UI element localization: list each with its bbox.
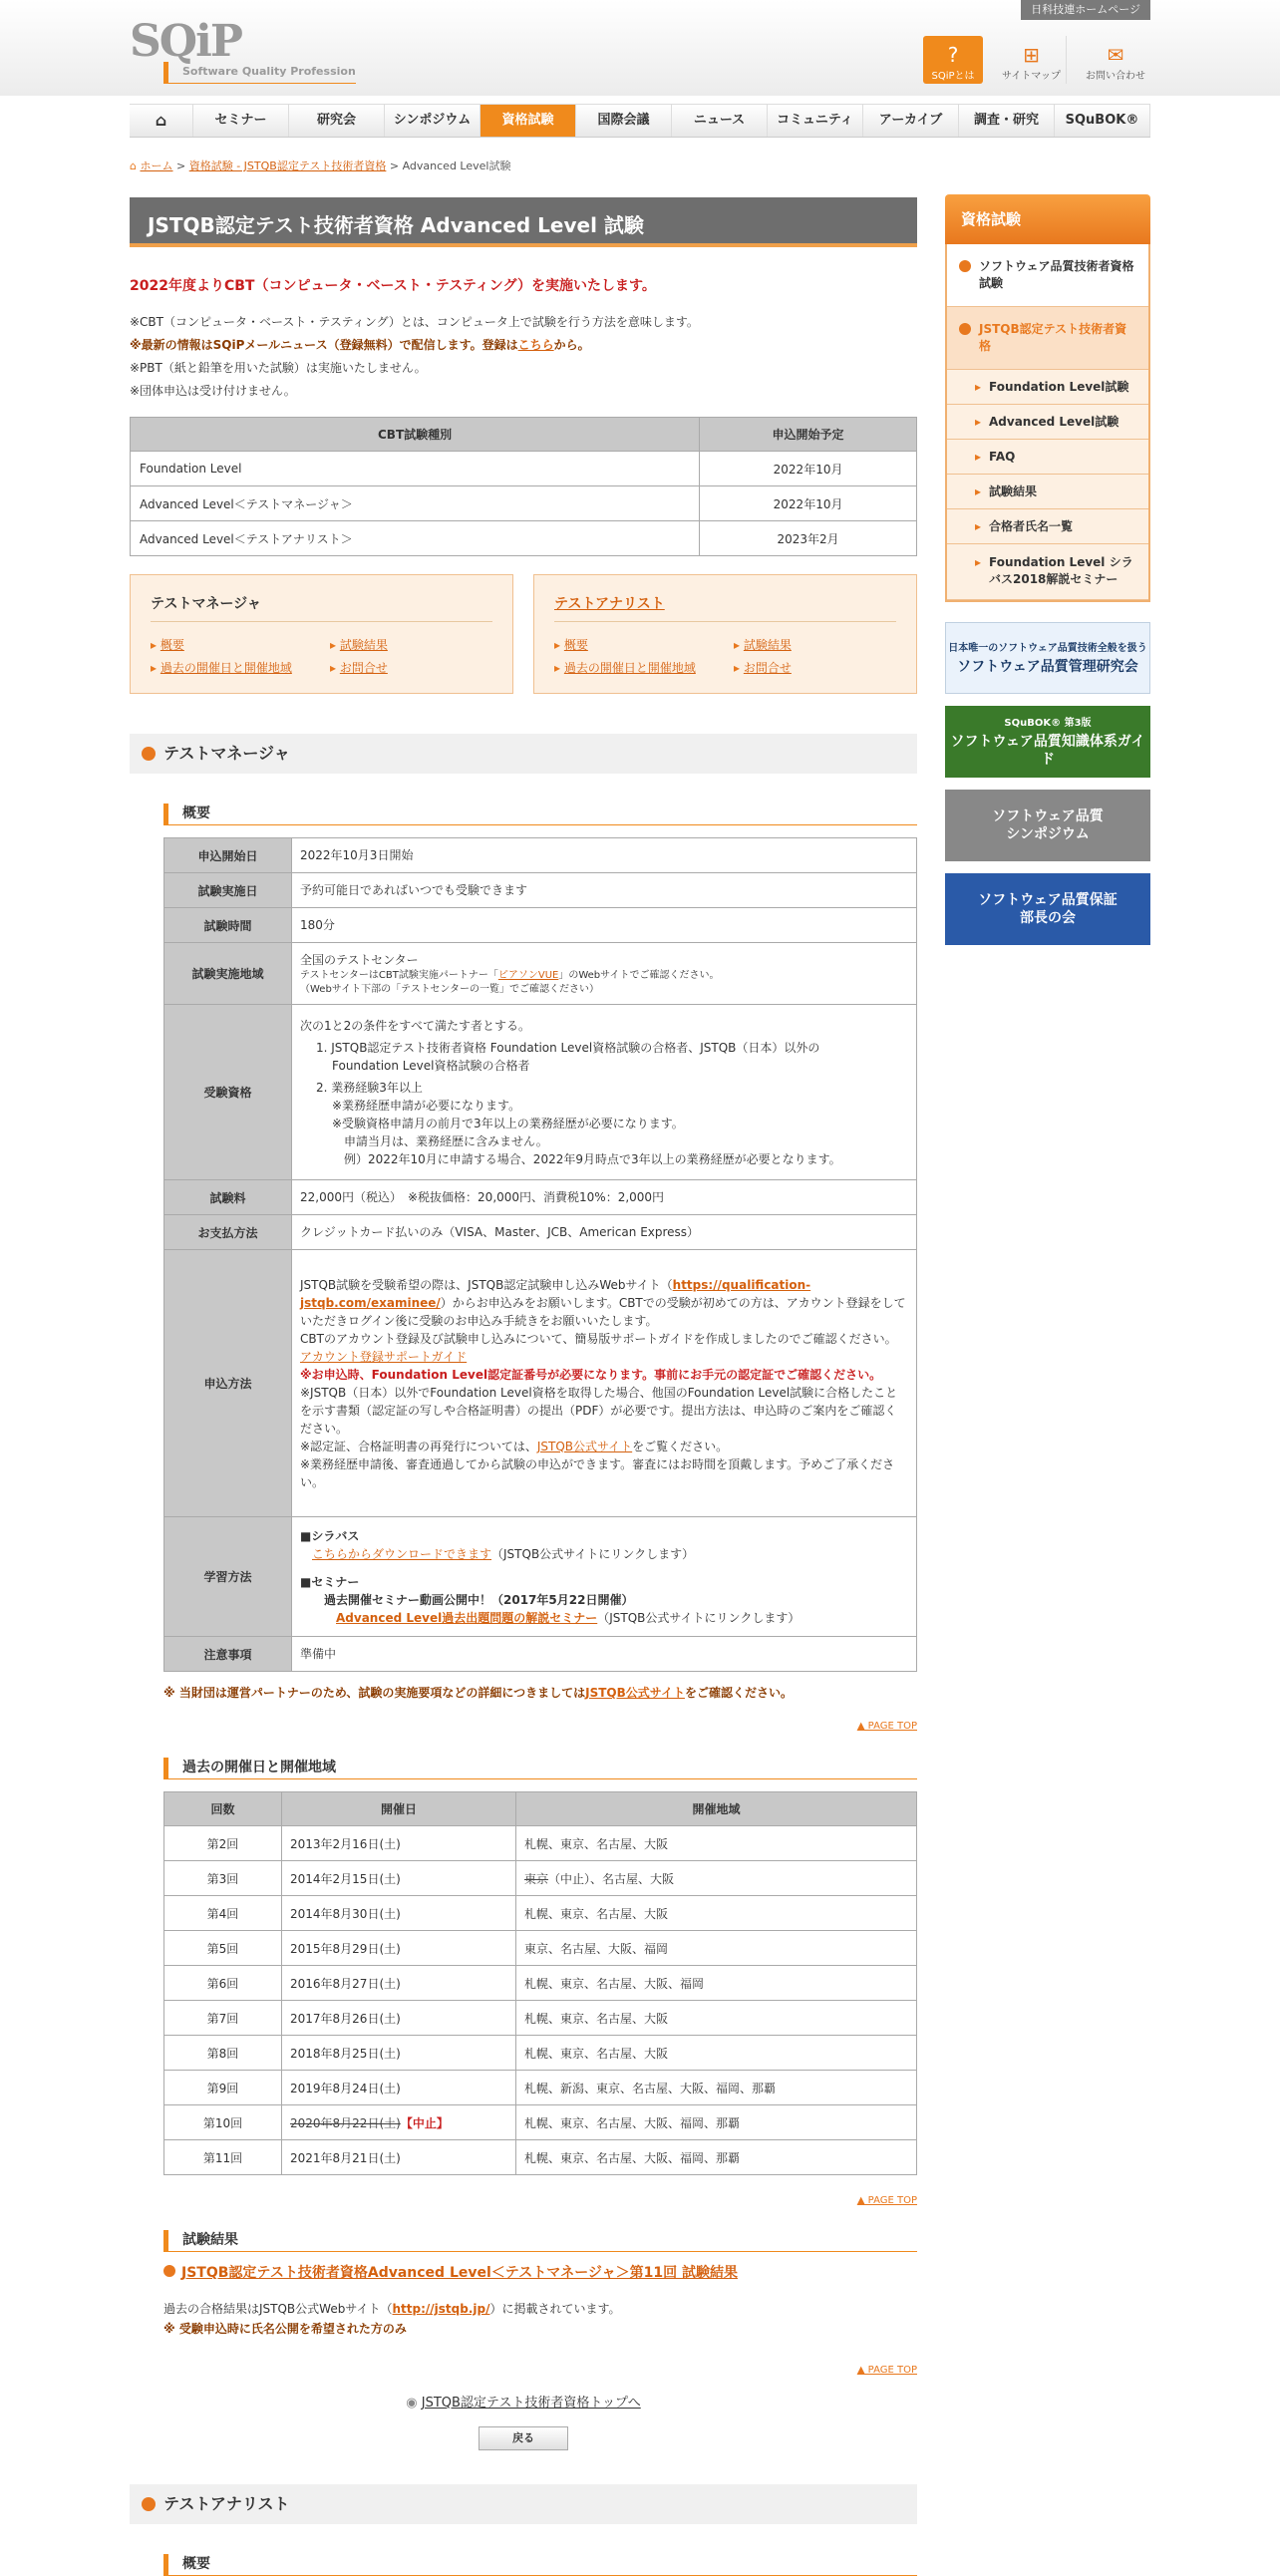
jstqb-exam-site-link[interactable]: https://qualification-jstqb.com/examinee/ — [300, 1277, 811, 1310]
table-row: 第2回 2013年2月16日(土) 札幌、東京、名古屋、大阪 — [164, 1826, 917, 1861]
box-test-analyst — [533, 574, 917, 694]
seminar-video-link[interactable]: Advanced Level過去出題問題の解説セミナー — [336, 1610, 598, 1625]
tm-results-link[interactable]: 試験結果 — [339, 638, 388, 652]
circle-arrow-icon: ◉ — [406, 2396, 422, 2411]
sidebar-heading: 資格試験 — [945, 194, 1150, 244]
section-test-manager: テストマネージャ — [130, 734, 917, 774]
table-row: 第11回 2021年8月21日(土) 札幌、東京、名古屋、大阪、福岡、那覇 — [164, 2140, 917, 2175]
banner-qa-managers[interactable]: ソフトウェア品質保証 部長の会 — [945, 873, 1150, 945]
nav-home[interactable] — [130, 105, 193, 137]
question-icon: ? — [947, 43, 959, 67]
nav-study-group[interactable]: 研究会 — [289, 105, 385, 137]
past-heading: 過去の開催日と開催地域 — [163, 1758, 917, 1779]
jstqb-jp-link[interactable]: http://jstqb.jp/ — [392, 2302, 490, 2316]
nav-community[interactable]: コミュニティ — [768, 105, 863, 137]
notes: ※CBT（コンピュータ・ベースト・テスティング）とは、コンピュータ上で試験を行う方法を意味します。 ※最新の情報はSQiPメールニュース（登録無料）で配信します。登録はこちらから。 ※PBT（紙と鉛筆を用いた試験）は実施いたしません。 ※団体申込は受け付けません。 — [130, 315, 699, 398]
nav-squbok[interactable]: SQuBOK® — [1055, 105, 1150, 137]
banner-sqip-research[interactable]: 日本唯一のソフトウェア品質技術全般を扱う ソフトウェア品質管理研究会 — [945, 622, 1150, 694]
ta-past-link[interactable]: 過去の開催日と開催地域 — [563, 661, 696, 675]
jstqb-official-link[interactable]: JSTQB公式サイト — [536, 1439, 633, 1453]
table-row: 第5回 2015年8月29日(土) 東京、名古屋、大阪、福岡 — [164, 1931, 917, 1966]
breadcrumb-home[interactable]: ホーム — [140, 160, 173, 172]
sidebar-item-results[interactable]: ▸ 試験結果 — [947, 475, 1148, 509]
banner-symposium[interactable]: ソフトウェア品質 シンポジウム — [945, 790, 1150, 861]
section-test-analyst: テストアナリスト — [130, 2484, 917, 2524]
jstqb-top-link[interactable]: JSTQB認定テスト技術者資格トップへ — [421, 2396, 641, 2411]
nav-symposium[interactable]: シンポジウム — [385, 105, 480, 137]
past-table: 回数 開催日 開催地域 第2回 2013年2月16日(土) 札幌、東京、名古屋、大阪 第3回 2014年2月15日(土) 東京（中止）、名古屋、大阪 第4回 2014年8月30日(土) 札幌、東京、名古屋、大阪 第5回 2015年8月29日(土) 東京、名古屋、大阪、福岡 第6回 2016年8月27日(土) 札幌、東京、名古屋、大阪、福岡 第7回 2017年8月26日(土) 札幌、東京、名古屋、大阪 第8回 2018年8月25日(土) 札幌、東京、名古屋、大阪 第9回 2019年8月24日(土) 札幌、新潟、東京、名古屋、大阪、福岡、那覇 第10回 2020年8月22日(土)【中止】 札幌、東京、名古屋、大阪、福岡、那覇 第11回 2021年8月21日(土) 札幌、東京、名古屋、大阪、福岡、那覇 — [163, 1791, 917, 2175]
nikka-home-link[interactable]: 日科技連ホームページ — [1021, 0, 1150, 20]
syllabus-download-link[interactable]: こちらからダウンロードできます — [312, 1546, 492, 1561]
nav-certification[interactable]: 資格試験 — [480, 105, 576, 137]
table-row: 第3回 2014年2月15日(土) 東京（中止）、名古屋、大阪 — [164, 1861, 917, 1896]
nav-research[interactable]: 調査・研究 — [959, 105, 1055, 137]
home-icon: ⌂ — [130, 160, 141, 172]
support-guide-link[interactable]: アカウント登録サポートガイド — [300, 1349, 468, 1364]
ta-overview-link[interactable]: 概要 — [563, 638, 588, 652]
global-nav — [130, 104, 1150, 138]
footnote-jstqb-link[interactable]: JSTQB公式サイト — [585, 1686, 685, 1700]
about-sqip-button[interactable]: ? SQiPとは — [923, 36, 983, 84]
sidebar-item-foundation[interactable]: ▸ Foundation Level試験 — [947, 370, 1148, 405]
tm-past-link[interactable]: 過去の開催日と開催地域 — [160, 661, 292, 675]
cbt-table: CBT試験種別 申込開始予定 Foundation Level 2022年10月 Advanced Level＜テストマネージャ＞ 2022年10月 Advanced Level＜テストアナリスト＞ 2023年2月 — [130, 417, 917, 556]
sidebar-item-passers[interactable]: ▸ 合格者氏名一覧 — [947, 509, 1148, 544]
tm-contact-link[interactable]: お問合せ — [339, 661, 388, 675]
home-icon: ⌂ — [155, 111, 167, 130]
nav-archive[interactable]: アーカイブ — [863, 105, 959, 137]
nav-news[interactable]: ニュース — [672, 105, 768, 137]
sidebar — [945, 194, 1150, 945]
page-title: JSTQB認定テスト技術者資格 Advanced Level 試験 — [130, 197, 917, 247]
tm-overview-link[interactable]: 概要 — [160, 638, 184, 652]
cbt-notice: 2022年度よりCBT（コンピュータ・ベースト・テスティング）を実施いたします。 — [130, 278, 656, 294]
table-row: 第7回 2017年8月26日(土) 札幌、東京、名古屋、大阪 — [164, 2001, 917, 2036]
mail-icon: ✉ — [1107, 43, 1124, 67]
contact-button[interactable]: ✉ お問い合わせ — [1086, 43, 1145, 82]
back-button[interactable]: 戻る — [479, 2426, 568, 2450]
main-content: JSTQB認定テスト技術者資格 Advanced Level 試験 2022年度よりCBT（コンピュータ・ベースト・テスティング）を実施いたします。 ※CBT（コンピュータ・ベースト・テスティング）とは、コンピュータ上で試験を行う方法を意味します。 ※最新の情報はSQiPメールニュース（登録無料）で配信します。登録はこちらから。 ※PBT（紙と鉛筆を用いた試験）は実施いたしません。 ※団体申込は受け付けません。 CBT試験種別 申込開始予定 Foundation Level 2022年10月 Advanced Level＜テストマネージャ＞ 2022年10月 Advanced Level＜テストアナリスト＞ 2023年2月 テストマネージャ ▸ 概要 ▸ 試験結果 ▸ 過去の開催日と開催地域 ▸ お問合せ テストアナリスト ▸ 概要 ▸ 試験結果 ▸ 過去の開催日と開催地域 ▸ お問合せ テストマネージャ 概要 申込開始日 2022年10月3日開始 試験実施日 予約可能日であればいつでも受験できます 試験時間 180分 試験実施地域 全国のテストセンター テストセンターはCBT試験実施パートナー「ピアソンVUE」のWebサイトでご確認ください。 （Webサイト下部の「テストセンターの一覧」でご確認ください） 受験資格 次の1と2の条件をすべて満たす者とする。 1. JSTQB認定テスト技術者資格 Foundation Level資格試験の合格者、JSTQB（日本）以外の Foundation Level資格試験の合格者 2. 業務経験3年以上 ※業務経歴申請が必要になります。 ※受験資格申請月の前月で3年以上の業務経歴が必要になります。 申請当月は、業務経歴に含みません。 例）2022年10月に申請する場合、2022年9月時点で3年以上の業務経歴が必要となります。 試験料 22,000円（税込） ※税抜価格：20,000円、消費税10%：2,000円 お支払方法 クレジットカード払いのみ（VISA、Master、JCB、American Express） 申込方法 JSTQB試験を受験希望の際は、JSTQB認定試験申し込みWebサイト（https://qualification-jstqb.com/examinee/）からお申込みをお願いします。CBTでの受験が初めての方は、アカウント登録をしていただきログイン後に受験のお申込み手続きをお願いいたします。 CBTのアカウント登録及び試験申し込みについて、簡易版サポートガイドを作成しましたのでご確認ください。 アカウント登録サポートガイド ※お申込時、Foundation Level認定証番号が必要になります。事前にお手元の認定証でご確認ください。 ※JSTQB（日本）以外でFoundation Level資格を取得した場合、他国のFoundation Level試験に合格したことを示す書類（認定証の写しや合格証明書）の提出（PDF）が必要です。提出方法は、申込時のご案内をご確認ください。 ※認定証、合格証明書の再発行については、JSTQB公式サイトをご覧ください。 ※業務経歴申請後、審査通過してから試験の申込ができます。審査にはお時間を頂戴します。予めご了承ください。 学習方法 ■シラバス こちらからダウンロードできます（JSTQB公式サイトにリンクします） ■セミナー 過去開催セミナー動画公開中！（2017年5月22日開催） Advanced Level過去出題問題の解説セミナー（JSTQB公式サイトにリンクします） 注意事項 準備中 ※ 当財団は運営パートナーのため、試験の実施要項などの詳細につきましてはJSTQB公式サイトをご確認ください。 ▲ PAGE TOP 過去の開催日と開催地域 回数 開催日 開催地域 第2回 2013年2月16日(土) 札幌、東京、名古屋、大阪 第3回 2014年2月15日(土) 東京（中止）、名古屋、大阪 第4回 2014年8月30日(土) 札幌、東京、名古屋、大阪 第5回 2015年8月29日(土) 東京、名古屋、大阪、福岡 第6回 2016年8月27日(土) 札幌、東京、名古屋、大阪、福岡 第7回 2017年8月26日(土) 札幌、東京、名古屋、大阪 第8回 2018年8月25日(土) 札幌、東京、名古屋、大阪 第9回 2019年8月24日(土) 札幌、新潟、東京、名古屋、大阪、福岡、那覇 第10回 2020年8月22日(土)【中止】 札幌、東京、名古屋、大阪、福岡、那覇 第11回 2021年8月21日(土) 札幌、東京、名古屋、大阪、福岡、那覇 ▲ PAGE TOP 試験結果 JSTQB認定テスト技術者資格Advanced Level＜テストマネージャ＞第11回 試験結果 過去の合格結果はJSTQB公式Webサイト（http://jstqb.jp/）に掲載されています。 ※ 受験申込時に氏名公開を希望された方のみ ▲ PAGE TOP ◉ JSTQB認定テスト技術者資格トップへ 戻る テストアナリスト 概要 — [130, 197, 917, 2576]
tm-overview-heading: 概要 — [163, 804, 917, 825]
page-top-link[interactable]: ▲ PAGE TOP — [856, 1721, 917, 1732]
sidebar-item-jstqb[interactable]: JSTQB認定テスト技術者資格 — [947, 307, 1148, 370]
table-row: 第4回 2014年8月30日(土) 札幌、東京、名古屋、大阪 — [164, 1896, 917, 1931]
sidebar-item-syllabus-seminar[interactable]: ▸ Foundation Level シラバス2018解説セミナー — [947, 544, 1148, 600]
ta-title-link[interactable]: テストアナリスト — [554, 596, 665, 612]
page-top-link[interactable]: ▲ PAGE TOP — [856, 2195, 917, 2206]
ta-overview-heading: 概要 — [163, 2554, 917, 2576]
box-test-manager: テストマネージャ ▸ 概要 ▸ 試験結果 ▸ 過去の開催日と開催地域 ▸ お問合せ — [130, 574, 513, 694]
breadcrumb-jstqb[interactable]: 資格試験 - JSTQB認定テスト技術者資格 — [188, 160, 387, 172]
nav-conference[interactable]: 国際会議 — [576, 105, 672, 137]
table-row: Foundation Level 2022年10月 — [131, 452, 917, 486]
breadcrumb-current: Advanced Level試験 — [402, 160, 511, 172]
tm-footnote: ※ 当財団は運営パートナーのため、試験の実施要項などの詳細につきましてはJSTQB公式サイトをご確認ください。 — [163, 1686, 793, 1700]
table-row: Advanced Level＜テストマネージャ＞ 2022年10月 — [131, 486, 917, 521]
sitemap-button[interactable]: ⊞ サイトマップ — [997, 36, 1067, 84]
sitemap-icon: ⊞ — [1023, 43, 1040, 67]
table-row: 第8回 2018年8月25日(土) 札幌、東京、名古屋、大阪 — [164, 2036, 917, 2071]
site-header — [0, 0, 1280, 96]
results-heading: 試験結果 — [163, 2230, 917, 2252]
breadcrumb: ⌂ ホーム > 資格試験 - JSTQB認定テスト技術者資格 > Advanced Level試験 — [130, 160, 511, 172]
table-row: 第6回 2016年8月27日(土) 札幌、東京、名古屋、大阪、福岡 — [164, 1966, 917, 2001]
pearson-vue-link[interactable]: ピアソンVUE — [497, 969, 559, 981]
sidebar-item-faq[interactable]: ▸ FAQ — [947, 440, 1148, 475]
mailnews-link[interactable]: こちら — [517, 338, 554, 352]
sidebar-item-advanced[interactable]: ▸ Advanced Level試験 — [947, 405, 1148, 440]
table-row: 第9回 2019年8月24日(土) 札幌、新潟、東京、名古屋、大阪、福岡、那覇 — [164, 2071, 917, 2105]
table-row: 第10回 2020年8月22日(土)【中止】 札幌、東京、名古屋、大阪、福岡、那覇 — [164, 2105, 917, 2140]
ta-results-link[interactable]: 試験結果 — [743, 638, 792, 652]
site-logo[interactable]: SQiP Software Quality Profession — [130, 20, 356, 84]
nav-seminar[interactable]: セミナー — [193, 105, 289, 137]
result-11-link[interactable]: JSTQB認定テスト技術者資格Advanced Level＜テストマネージャ＞第11回 試験結果 — [181, 2265, 739, 2281]
table-row: Advanced Level＜テストアナリスト＞ 2023年2月 — [131, 521, 917, 556]
banner-squbok[interactable]: SQuBOK® 第3版 ソフトウェア品質知識体系ガイド — [945, 706, 1150, 778]
sidebar-item-sqip-exam[interactable]: ソフトウェア品質技術者資格試験 — [947, 244, 1148, 307]
page-top-link[interactable]: ▲ PAGE TOP — [856, 2365, 917, 2376]
ta-contact-link[interactable]: お問合せ — [743, 661, 792, 675]
tm-overview-table: 申込開始日 2022年10月3日開始 試験実施日 予約可能日であればいつでも受験できます 試験時間 180分 試験実施地域 全国のテストセンター テストセンターはCBT試験実施パートナー「ピアソンVUE」のWebサイトでご確認ください。 （Webサイト下部の「テストセンターの一覧」でご確認ください） 受験資格 次の1と2の条件をすべて満たす者とする。 1. JSTQB認定テスト技術者資格 Foundation Level資格試験の合格者、JSTQB（日本）以外の Foundation Level資格試験の合格者 2. 業務経験3年以上 ※業務経歴申請が必要になります。 ※受験資格申請月の前月で3年以上の業務経歴が必要になります。 申請当月は、業務経歴に含みません。 例）2022年10月に申請する場合、2022年9月時点で3年以上の業務経歴が必要となります。 試験料 22,000円（税込） ※税抜価格：20,000円、消費税10%：2,000円 お支払方法 クレジットカード払いのみ（VISA、Master、JCB、American Express） 申込方法 JSTQB試験を受験希望の際は、JSTQB認定試験申し込みWebサイト（https://qualification-jstqb.com/examinee/）からお申込みをお願いします。CBTでの受験が初めての方は、アカウント登録をしていただきログイン後に受験のお申込み手続きをお願いいたします。 CBTのアカウント登録及び試験申し込みについて、簡易版サポートガイドを作成しましたのでご確認ください。 アカウント登録サポートガイド ※お申込時、Foundation Level認定証番号が必要になります。事前にお手元の認定証でご確認ください。 ※JSTQB（日本）以外でFoundation Level資格を取得した場合、他国のFoundation Level試験に合格したことを示す書類（認定証の写しや合格証明書）の提出（PDF）が必要です。提出方法は、申込時のご案内をご確認ください。 ※認定証、合格証明書の再発行については、JSTQB公式サイトをご覧ください。 ※業務経歴申請後、審査通過してから試験の申込ができます。審査にはお時間を頂戴します。予めご了承ください。 学習方法 ■シラバス こちらからダウンロードできます（JSTQB公式サイトにリンクします） ■セミナー 過去開催セミナー動画公開中！（2017年5月22日開催） Advanced Level過去出題問題の解説セミナー（JSTQB公式サイトにリンクします） 注意事項 準備中 — [163, 837, 917, 1672]
